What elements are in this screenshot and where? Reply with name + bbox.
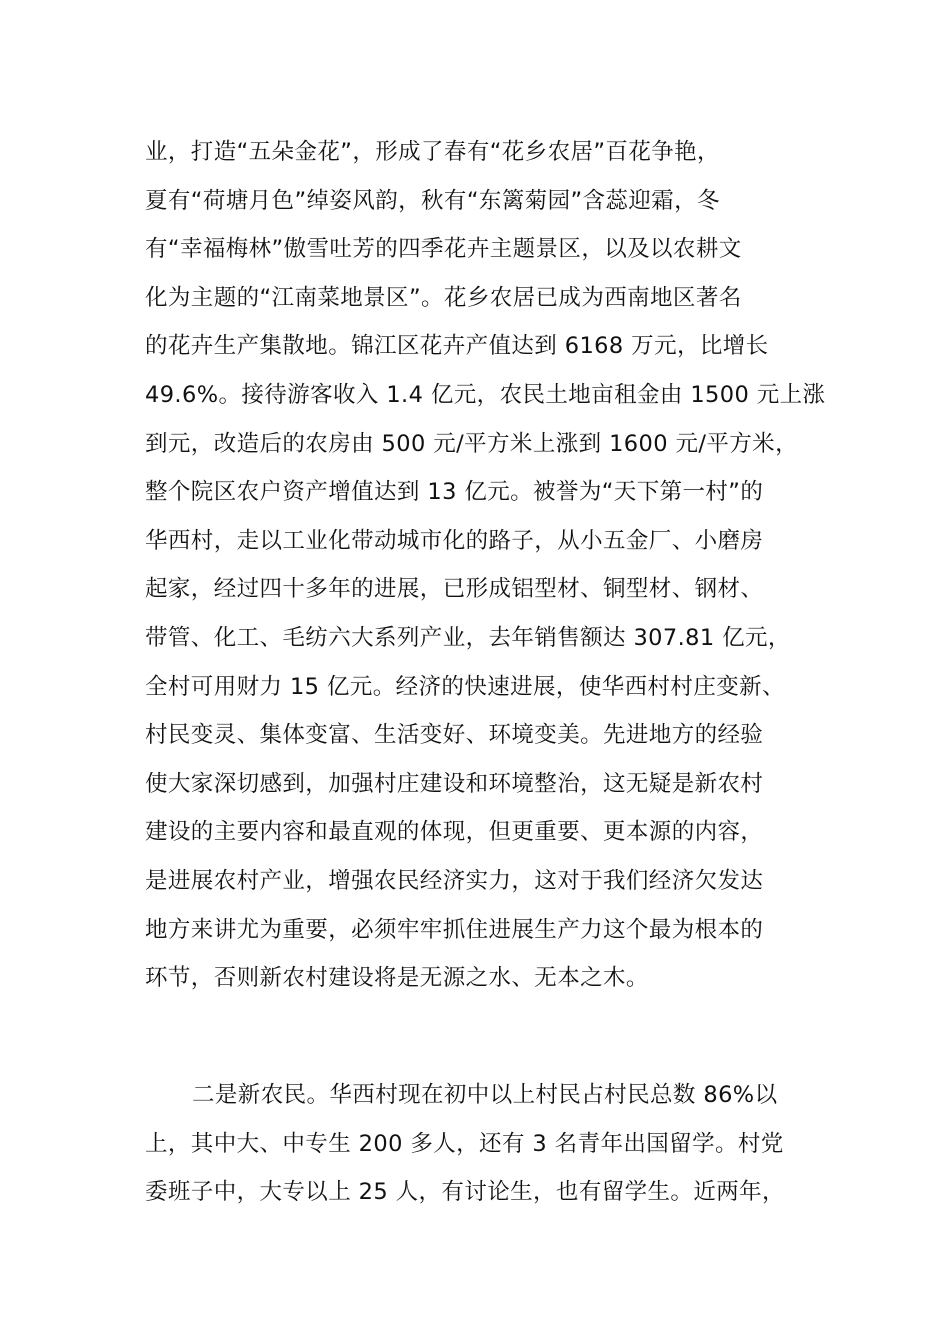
text-line: 建设的主要内容和最直观的体现，但更重要、更本源的内容，: [145, 819, 764, 846]
text-line: 起家，经过四十多年的进展，已形成铝型材、铜型材、钢材、: [145, 576, 764, 603]
text-line: 化为主题的“江南菜地景区”。花乡农居已成为西南地区著名: [145, 284, 742, 311]
text-line: 二是新农民。华西村现在初中以上村民占村民总数 86%以: [192, 1082, 778, 1108]
text-line: 夏有“荷塘月色”绰姿风韵，秋有“东篱菊园”含蕊迎霜，冬: [145, 187, 720, 214]
text-line: 业，打造“五朵金花”，形成了春有“花乡农居”百花争艳，: [145, 139, 720, 165]
text-line: 全村可用财力 15 亿元。经济的快速进展，使华西村村庄变新、: [145, 673, 785, 700]
text-line: 村民变灵、集体变富、生活变好、环境变美。先进地方的经验: [145, 722, 764, 749]
text-line: 是进展农村产业，增强农民经济实力，这对于我们经济欠发达: [145, 867, 764, 894]
paragraph-2: [145, 1071, 810, 1217]
text-line: 上，其中大、中专生 200 多人，还有 3 名青年出国留学。村党: [145, 1130, 784, 1157]
text-line: 到元，改造后的农房由 500 元/平方米上涨到 1600 元/平方米，: [145, 430, 798, 457]
text-line: 地方来讲尤为重要，必须牢牢抓住进展生产力这个最为根本的: [145, 916, 764, 943]
text-line: 有“幸福梅林”傲雪吐芳的四季花卉主题景区，以及以农耕文: [145, 236, 742, 263]
text-line: 环节，否则新农村建设将是无源之水、无本之木。: [145, 965, 649, 992]
text-line: 整个院区农户资产增值达到 13 亿元。被誉为“天下第一村”的: [145, 479, 764, 506]
text-line: 委班子中，大专以上 25 人，有讨论生，也有留学生。近两年，: [145, 1179, 785, 1206]
text-line: 的花卉生产集散地。锦江区花卉产值达到 6168 万元，比增长: [145, 333, 769, 360]
paragraph-1: [145, 128, 826, 1003]
text-line: 使大家深切感到，加强村庄建设和环境整治，这无疑是新农村: [145, 770, 764, 797]
text-line: 带管、化工、毛纺六大系列产业，去年销售额达 307.81 亿元，: [145, 624, 791, 651]
text-line: 华西村，走以工业化带动城市化的路子，从小五金厂、小磨房: [145, 527, 764, 554]
text-line: 49.6%。接待游客收入 1.4 亿元，农民土地亩租金由 1500 元上涨: [145, 381, 826, 408]
